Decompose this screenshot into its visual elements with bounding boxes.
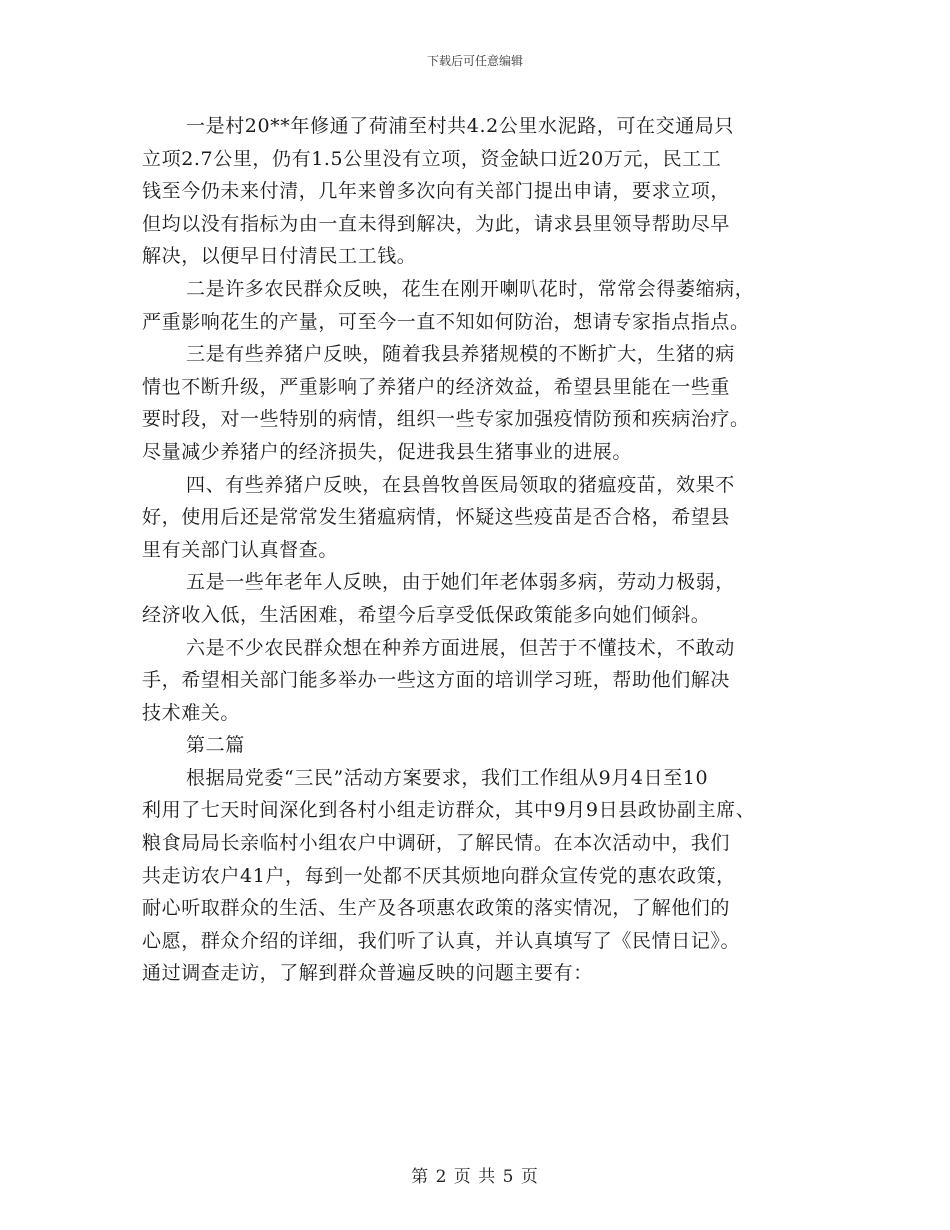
paragraph-2 xyxy=(142,273,822,338)
page-number-footer: 第 2 页 共 5 页 xyxy=(411,1167,539,1187)
paragraph-6 xyxy=(142,632,822,730)
paragraph-line: 二是许多农民群众反映，花生在刚开喇叭花时，常常会得萎缩病， xyxy=(186,277,755,300)
paragraph-line: 三是有些养猪户反映，随着我县养猪规模的不断扩大，生猪的病 xyxy=(186,343,735,366)
paragraph-line: 一是村20**年修通了荷浦至村共4.2公里水泥路，可在交通局只 xyxy=(186,115,734,137)
paragraph-line: 共走访农户41户，每到一处都不厌其烦地向群众宣传党的惠农政策， xyxy=(142,864,736,887)
paragraph-3 xyxy=(142,338,822,468)
paragraph-line: 耐心听取群众的生活、生产及各项惠农政策的落实情况，了解他们的 xyxy=(142,897,731,920)
page-header: 下载后可任意编辑 xyxy=(426,54,523,68)
section-title: 第二篇 xyxy=(186,734,245,757)
paragraph-line: 四、有些养猪户反映，在县兽牧兽医局领取的猪瘟疫苗，效果不 xyxy=(186,473,735,496)
paragraph-line: 严重影响花生的产量，可至今一直不知如何防治，想请专家指点指点。 xyxy=(142,310,750,333)
paragraph-4 xyxy=(142,469,822,567)
paragraph-line: 粮食局局长亲临村小组农户中调研，了解民情。在本次活动中，我们 xyxy=(142,832,731,855)
paragraph-line: 通过调查走访，了解到群众普遍反映的问题主要有： xyxy=(142,962,593,985)
paragraph-5 xyxy=(142,566,822,631)
paragraph-7 xyxy=(142,762,822,990)
paragraph-line: 经济收入低，生活困难，希望今后享受低保政策能多向她们倾斜。 xyxy=(142,603,711,626)
paragraph-line: 手，希望相关部门能多举办一些这方面的培训学习班，帮助他们解决 xyxy=(142,669,731,692)
paragraph-line: 解决，以便早日付清民工工钱。 xyxy=(142,245,417,268)
paragraph-line: 心愿，群众介绍的详细，我们听了认真，并认真填写了《民情日记》。 xyxy=(142,929,741,952)
paragraph-line: 要时段，对一些特别的病情，组织一些专家加强疫情防预和疾病治疗。 xyxy=(142,408,750,431)
paragraph-line: 里有关部门认真督查。 xyxy=(142,538,339,561)
paragraph-line: 利用了七天时间深化到各村小组走访群众，其中9月9日县政协副主席、 xyxy=(142,799,756,822)
paragraph-line: 钱至今仍未来付清，几年来曾多次向有关部门提出申请，要求立项， xyxy=(142,180,731,203)
document-body xyxy=(142,110,822,990)
paragraph-line: 好，使用后还是常常发生猪瘟病情，怀疑这些疫苗是否合格，希望县 xyxy=(142,506,731,529)
paragraph-line: 根据局党委“三民”活动方案要求，我们工作组从9月4日至10 xyxy=(186,766,709,789)
paragraph-line: 但均以没有指标为由一直未得到解决，为此，请求县里领导帮助尽早 xyxy=(142,212,731,235)
paragraph-line: 情也不断升级，严重影响了养猪户的经济效益，希望县里能在一些重 xyxy=(142,375,731,398)
paragraph-line: 尽量减少养猪户的经济损失，促进我县生猪事业的进展。 xyxy=(142,440,633,463)
paragraph-line: 立项2.7公里，仍有1.5公里没有立项，资金缺口近20万元，民工工 xyxy=(142,147,722,170)
paragraph-line: 六是不少农民群众想在种养方面进展，但苦于不懂技术，不敢动 xyxy=(186,636,735,659)
paragraph-line: 五是一些年老年人反映，由于她们年老体弱多病，劳动力极弱， xyxy=(186,571,735,594)
section-heading xyxy=(142,729,822,762)
paragraph-1 xyxy=(142,110,822,273)
paragraph-line: 技术难关。 xyxy=(142,701,241,724)
